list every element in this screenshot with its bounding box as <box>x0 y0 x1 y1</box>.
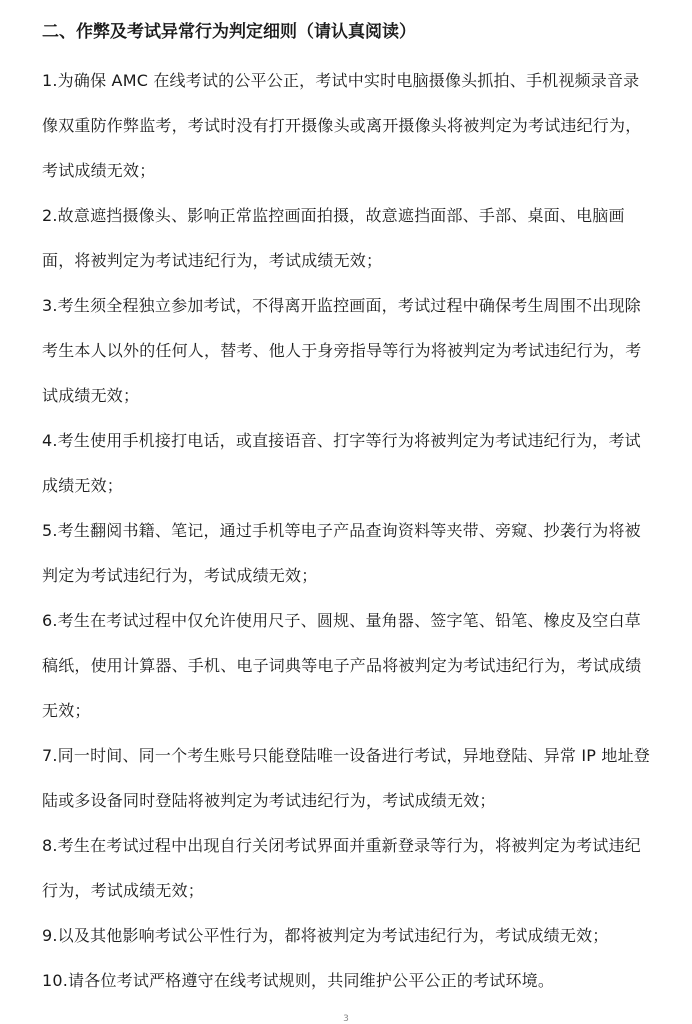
rule-5: 5.考生翻阅书籍、笔记，通过手机等电子产品查询资料等夹带、旁窥、抄袭行为将被判定为考试违纪行为，考试成绩无效； <box>42 521 641 585</box>
rule-6: 6.考生在考试过程中仅允许使用尺子、圆规、量角器、签字笔、铅笔、橡皮及空白草稿纸，使用计算器、手机、电子词典等电子产品将被判定为考试违纪行为，考试成绩无效； <box>42 611 642 720</box>
section-heading: 二、作弊及考试异常行为判定细则（请认真阅读） <box>42 22 416 42</box>
rule-4: 4.考生使用手机接打电话，或直接语音、打字等行为将被判定为考试违纪行为，考试成绩无效； <box>42 431 641 495</box>
rule-9: 9.以及其他影响考试公平性行为，都将被判定为考试违纪行为，考试成绩无效； <box>42 926 609 945</box>
rule-2: 2.故意遮挡摄像头、影响正常监控画面拍摄，故意遮挡面部、手部、桌面、电脑画面，将被判定为考试违纪行为，考试成绩无效； <box>42 206 625 270</box>
page-number: 3 <box>343 1014 349 1024</box>
rule-7: 7.同一时间、同一个考生账号只能登陆唯一设备进行考试，异地登陆、异常 IP 地址登陆或多设备同时登陆将被判定为考试违纪行为，考试成绩无效； <box>42 746 651 810</box>
rules-list <box>42 58 652 1003</box>
rule-8: 8.考生在考试过程中出现自行关闭考试界面并重新登录等行为，将被判定为考试违纪行为，考试成绩无效； <box>42 836 641 900</box>
rule-10: 10.请各位考试严格遵守在线考试规则，共同维护公平公正的考试环境。 <box>42 971 555 990</box>
rule-3: 3.考生须全程独立参加考试，不得离开监控画面，考试过程中确保考生周围不出现除考生本人以外的任何人，替考、他人于身旁指导等行为将被判定为考试违纪行为，考试成绩无效； <box>42 296 642 405</box>
rule-1: 1.为确保 AMC 在线考试的公平公正，考试中实时电脑摄像头抓拍、手机视频录音录像双重防作弊监考，考试时没有打开摄像头或离开摄像头将被判定为考试违纪行为，考试成绩无效； <box>42 71 642 180</box>
